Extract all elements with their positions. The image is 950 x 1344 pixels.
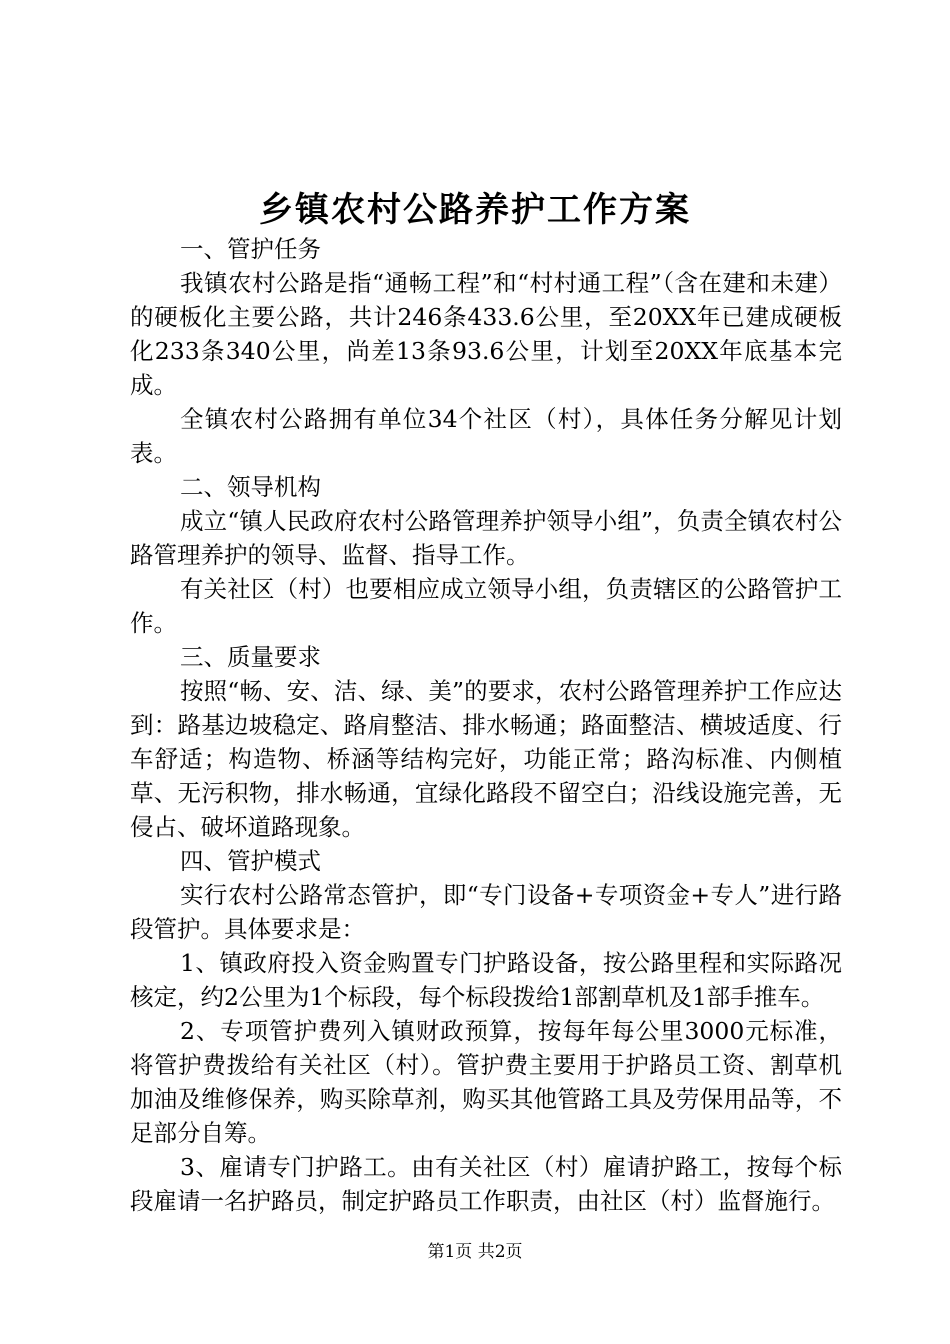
paragraph: 实行农村公路常态管护，即“专门设备+专项资金+专人”进行路段管护。具体要求是： xyxy=(130,881,842,943)
list-item: 1、镇政府投入资金购置专门护路设备，按公路里程和实际路况核定，约2公里为1个标段，每个标段拨给1部割草机及1部手推车。 xyxy=(130,949,842,1011)
section-heading-1: 一、管护任务 xyxy=(180,235,321,263)
section-heading-2: 二、领导机构 xyxy=(180,473,321,501)
section-heading-4: 四、管护模式 xyxy=(180,847,321,875)
page-footer: 第1页 共2页 xyxy=(427,1242,523,1262)
paragraph: 我镇农村公路是指“通畅工程”和“村村通工程”（含在建和未建）的硬板化主要公路，共计246条433.6公里，至20XX年已建成硬板化233条340公里，尚差13条93.6公里，计划至20XX年底基本完成。 xyxy=(130,269,842,399)
document-title: 乡镇农村公路养护工作方案 xyxy=(259,190,691,230)
document-body xyxy=(130,232,842,1218)
paragraph: 按照“畅、安、洁、绿、美”的要求，农村公路管理养护工作应达到：路基边坡稳定、路肩整洁、排水畅通；路面整洁、横坡适度、行车舒适；构造物、桥涵等结构完好，功能正常；路沟标准、内侧植草、无污积物，排水畅通，宜绿化路段不留空白；沿线设施完善，无侵占、破坏道路现象。 xyxy=(130,677,842,841)
list-item: 3、雇请专门护路工。由有关社区（村）雇请护路工，按每个标段雇请一名护路员，制定护路员工作职责，由社区（村）监督施行。 xyxy=(130,1153,842,1215)
list-item: 2、专项管护费列入镇财政预算，按每年每公里3000元标准，将管护费拨给有关社区（村）。管护费主要用于护路员工资、割草机加油及维修保养，购买除草剂，购买其他管路工具及劳保用品等，不足部分自筹。 xyxy=(130,1017,842,1147)
paragraph: 全镇农村公路拥有单位34个社区（村），具体任务分解见计划表。 xyxy=(130,405,842,467)
paragraph: 成立“镇人民政府农村公路管理养护领导小组”，负责全镇农村公路管理养护的领导、监督、指导工作。 xyxy=(130,507,842,569)
section-heading-3: 三、质量要求 xyxy=(180,643,321,671)
paragraph: 有关社区（村）也要相应成立领导小组，负责辖区的公路管护工作。 xyxy=(130,575,842,637)
